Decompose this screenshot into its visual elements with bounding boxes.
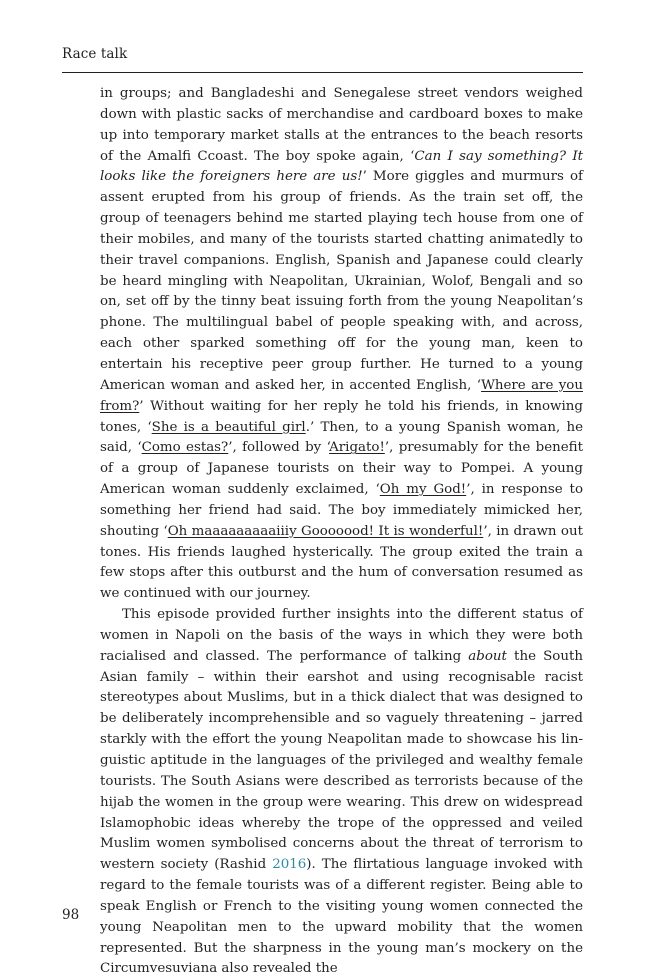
text-span: ’ Without waiting for her reply he told his friends, in knowing tones, ‘ <box>100 398 583 435</box>
underlined-quote: She is a beautiful girl <box>151 419 306 435</box>
text-span: in groups; and Bangladeshi and Senegalese street vendors weighed down with plastic sacks of merchandise and cardboard boxes to make up into temporary market stalls at the entrances to the beach resorts of the Amalfi Ccoast. The boy spoke again, ‘ <box>100 86 583 164</box>
underlined-quote: Oh my God! <box>379 482 467 498</box>
underlined-quote: Oh maaaaaaaaaiiiy Gooooood! It is wonderful! <box>167 523 484 539</box>
body-text <box>100 84 583 980</box>
text-span: .’ Then, to a young Spanish woman, he said, ‘ <box>100 419 584 456</box>
text-span: the South Asian family – within their earshot and using recognisable racist stereotypes about Muslims, but in a thick dialect that was designed to be deliberately incomprehensible and so vaguely threatening – jarred starkly with the effort the young Neapolitan made to showcase his linguistic aptitude in the languages of the privileged and wealthy female tourists. The South Asians were described as terrorists because of the hijab the women in the group were wearing. This drew on widespread Islamophobic ideas whereby the trope of the oppressed and veiled Muslim women symbolised concerns about the threat of terrorism to western society (Rashid <box>100 648 583 873</box>
text-span: ’, presumably for the benefit of a group of Japanese tourists on their way to Pompei. A young American woman suddenly exclaimed, ‘ <box>100 440 583 498</box>
citation-link[interactable]: 2016 <box>272 857 307 873</box>
underlined-quote: Arigato! <box>329 440 385 456</box>
page-number: 98 <box>62 907 80 923</box>
underlined-quote: Como estas? <box>141 440 229 456</box>
text-span: ’, followed by ‘ <box>228 440 330 456</box>
running-head: Race talk <box>62 46 128 62</box>
text-span: ’, in drawn out tones. His friends laughed hysterically. The group exited the train a few stops after this outburst and the hum of conversation resumed as we continued with our journey. <box>100 523 583 602</box>
header-rule <box>62 72 583 73</box>
paragraph-continued <box>100 84 583 605</box>
emphasis: about <box>468 648 507 664</box>
paragraph <box>100 605 583 980</box>
text-span: This episode provided further insights into the different status of women in Napoli on the basis of the ways in which they were both racialised and classed. The performance of talking <box>100 607 583 664</box>
text-span: ’ More giggles and murmurs of assent erupted from his group of friends. As the train set off, the group of teenagers behind me started playing tech house from one of their mobiles, and many of the tourists started chatting animatedly to their travel companions. English, Spanish and Japanese could clearly be heard mingling with Neapolitan, Ukrainian, Wolof, Bengali and so on, set off by the tinny beat issuing forth from the young Neapolitan’s phone. The multilingual babel of people speaking with, and across, each other sparked something off for the young man, keen to entertain his receptive peer group further. He turned to a young American woman and asked her, in accented English, ‘ <box>100 169 583 393</box>
text-span: ’, in response to something her friend had said. The boy immediately mimicked her, shouting ‘ <box>100 482 584 539</box>
text-span: ). The flirtatious language invoked with regard to the female tourists was of a different register. Being able to speak English or French to the visiting young women connected the young Neapolitan men to the upward mobility that the women represented. But the sharpness in the young man’s mockery on the Circumvesuviana also revealed the <box>100 857 583 977</box>
underlined-quote: Where are you from? <box>100 377 583 414</box>
quoted-speech: Can I say something? It looks like the foreigners here are us! <box>100 148 583 185</box>
